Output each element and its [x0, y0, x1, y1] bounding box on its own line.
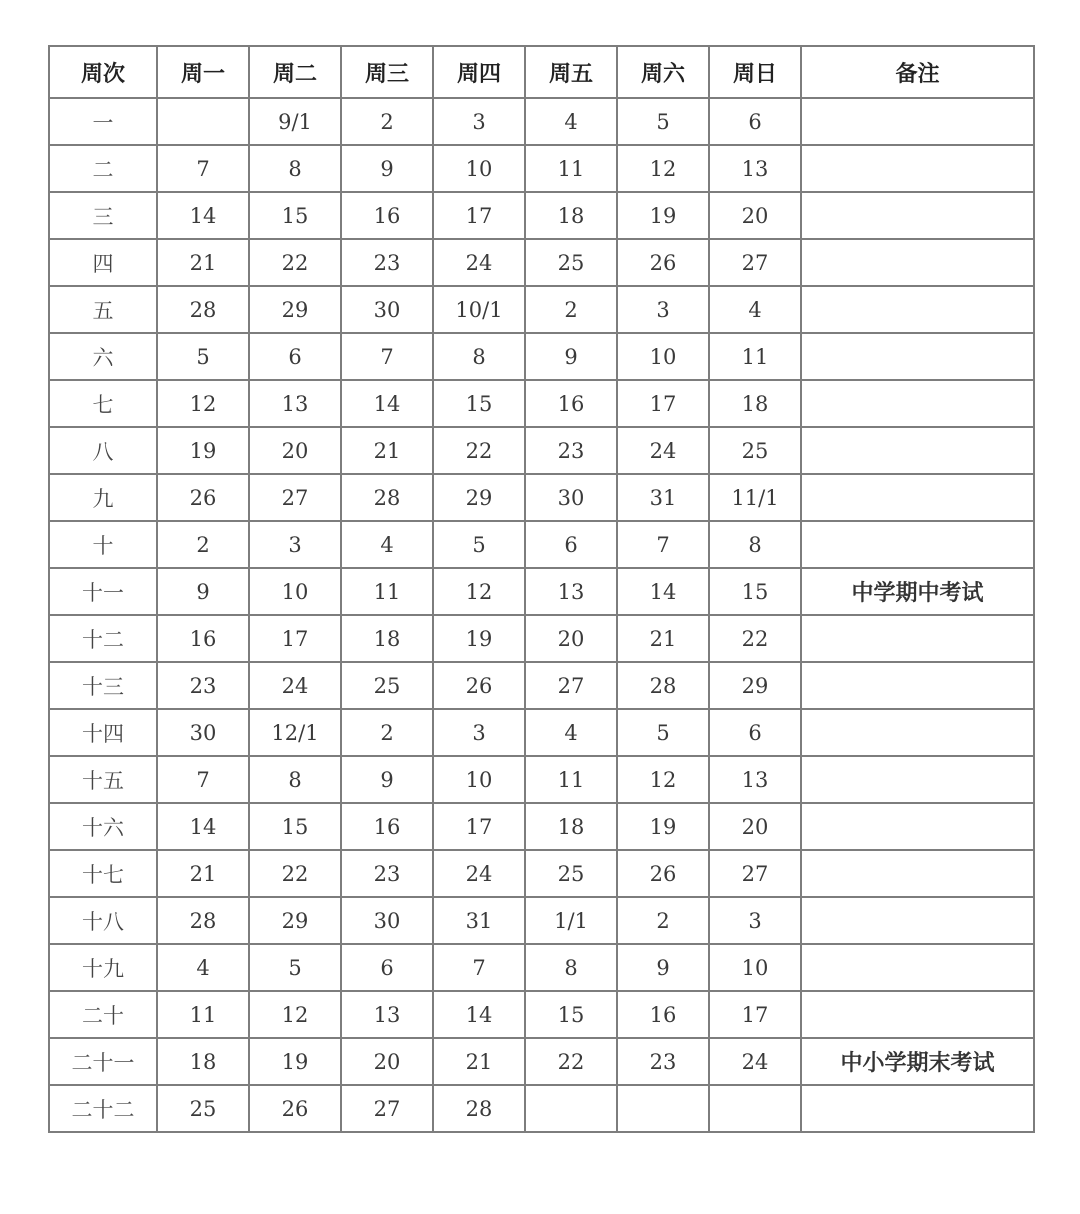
date-cell-friday: 22: [525, 1038, 617, 1085]
date-cell-saturday: 16: [617, 991, 709, 1038]
date-cell-saturday: 26: [617, 239, 709, 286]
week-number-cell: 二十: [49, 991, 157, 1038]
week-number-cell: 十九: [49, 944, 157, 991]
date-cell-friday: 18: [525, 803, 617, 850]
date-cell-monday: 21: [157, 239, 249, 286]
date-cell-tuesday: 22: [249, 850, 341, 897]
date-cell-saturday: 5: [617, 709, 709, 756]
week-number-cell: 十五: [49, 756, 157, 803]
date-cell-tuesday: 22: [249, 239, 341, 286]
table-row: [49, 1085, 1034, 1132]
date-cell-monday: 23: [157, 662, 249, 709]
date-cell-friday: 27: [525, 662, 617, 709]
date-cell-wednesday: 23: [341, 239, 433, 286]
date-cell-saturday: 26: [617, 850, 709, 897]
date-cell-thursday: 26: [433, 662, 525, 709]
date-cell-wednesday: 20: [341, 1038, 433, 1085]
date-cell-friday: 4: [525, 98, 617, 145]
table-row: [49, 568, 1034, 615]
date-cell-friday: 4: [525, 709, 617, 756]
date-cell-tuesday: 12: [249, 991, 341, 1038]
date-cell-friday: 23: [525, 427, 617, 474]
date-cell-thursday: 24: [433, 239, 525, 286]
date-cell-monday: 11: [157, 991, 249, 1038]
date-cell-sunday: 27: [709, 850, 801, 897]
calendar-body: [49, 98, 1034, 1132]
date-cell-thursday: 14: [433, 991, 525, 1038]
date-cell-tuesday: 20: [249, 427, 341, 474]
date-cell-monday: 18: [157, 1038, 249, 1085]
week-number-cell: 二: [49, 145, 157, 192]
date-cell-monday: 5: [157, 333, 249, 380]
date-cell-sunday: 17: [709, 991, 801, 1038]
date-cell-monday: 9: [157, 568, 249, 615]
date-cell-thursday: 5: [433, 521, 525, 568]
date-cell-thursday: 21: [433, 1038, 525, 1085]
date-cell-friday: 11: [525, 145, 617, 192]
table-row: [49, 239, 1034, 286]
date-cell-wednesday: 30: [341, 897, 433, 944]
week-number-cell: 七: [49, 380, 157, 427]
table-row: [49, 662, 1034, 709]
date-cell-tuesday: 12/1: [249, 709, 341, 756]
note-cell: [801, 145, 1034, 192]
table-row: [49, 756, 1034, 803]
date-cell-sunday: [709, 1085, 801, 1132]
date-cell-wednesday: 23: [341, 850, 433, 897]
table-row: [49, 380, 1034, 427]
week-number-cell: 十: [49, 521, 157, 568]
date-cell-wednesday: 9: [341, 145, 433, 192]
date-cell-monday: 7: [157, 756, 249, 803]
date-cell-tuesday: 6: [249, 333, 341, 380]
date-cell-tuesday: 3: [249, 521, 341, 568]
date-cell-saturday: 24: [617, 427, 709, 474]
week-number-cell: 九: [49, 474, 157, 521]
date-cell-monday: 4: [157, 944, 249, 991]
date-cell-monday: 2: [157, 521, 249, 568]
table-row: [49, 897, 1034, 944]
date-cell-wednesday: 9: [341, 756, 433, 803]
date-cell-saturday: 2: [617, 897, 709, 944]
table-row: [49, 521, 1034, 568]
date-cell-saturday: 19: [617, 192, 709, 239]
date-cell-saturday: 31: [617, 474, 709, 521]
week-number-cell: 二十二: [49, 1085, 157, 1132]
date-cell-wednesday: 11: [341, 568, 433, 615]
date-cell-sunday: 6: [709, 709, 801, 756]
note-cell: [801, 286, 1034, 333]
date-cell-sunday: 25: [709, 427, 801, 474]
table-row: [49, 1038, 1034, 1085]
date-cell-saturday: 17: [617, 380, 709, 427]
date-cell-thursday: 7: [433, 944, 525, 991]
school-calendar-sheet: [48, 45, 1035, 1133]
date-cell-sunday: 20: [709, 803, 801, 850]
date-cell-friday: 15: [525, 991, 617, 1038]
header-wednesday: 周三: [341, 46, 433, 98]
header-tuesday: 周二: [249, 46, 341, 98]
header-sunday: 周日: [709, 46, 801, 98]
date-cell-wednesday: 13: [341, 991, 433, 1038]
date-cell-sunday: 20: [709, 192, 801, 239]
header-note: 备注: [801, 46, 1034, 98]
date-cell-thursday: 3: [433, 98, 525, 145]
date-cell-friday: 1/1: [525, 897, 617, 944]
date-cell-thursday: 10: [433, 756, 525, 803]
date-cell-tuesday: 8: [249, 756, 341, 803]
table-row: [49, 427, 1034, 474]
date-cell-wednesday: 16: [341, 803, 433, 850]
date-cell-friday: 30: [525, 474, 617, 521]
date-cell-tuesday: 27: [249, 474, 341, 521]
date-cell-thursday: 15: [433, 380, 525, 427]
note-cell: 中小学期末考试: [801, 1038, 1034, 1085]
week-number-cell: 十八: [49, 897, 157, 944]
date-cell-friday: 9: [525, 333, 617, 380]
note-cell: [801, 897, 1034, 944]
table-row: [49, 98, 1034, 145]
date-cell-wednesday: 21: [341, 427, 433, 474]
date-cell-thursday: 10/1: [433, 286, 525, 333]
date-cell-saturday: 28: [617, 662, 709, 709]
date-cell-wednesday: 14: [341, 380, 433, 427]
table-row: [49, 850, 1034, 897]
header-week: 周次: [49, 46, 157, 98]
header-row: [49, 46, 1034, 98]
date-cell-sunday: 8: [709, 521, 801, 568]
note-cell: [801, 427, 1034, 474]
week-number-cell: 十七: [49, 850, 157, 897]
date-cell-saturday: 12: [617, 145, 709, 192]
date-cell-sunday: 18: [709, 380, 801, 427]
date-cell-wednesday: 7: [341, 333, 433, 380]
date-cell-sunday: 10: [709, 944, 801, 991]
date-cell-tuesday: 19: [249, 1038, 341, 1085]
date-cell-sunday: 11/1: [709, 474, 801, 521]
date-cell-tuesday: 29: [249, 286, 341, 333]
date-cell-friday: 2: [525, 286, 617, 333]
date-cell-wednesday: 27: [341, 1085, 433, 1132]
date-cell-monday: 21: [157, 850, 249, 897]
date-cell-wednesday: 16: [341, 192, 433, 239]
date-cell-saturday: 3: [617, 286, 709, 333]
week-number-cell: 十四: [49, 709, 157, 756]
date-cell-wednesday: 6: [341, 944, 433, 991]
table-row: [49, 615, 1034, 662]
table-row: [49, 803, 1034, 850]
date-cell-tuesday: 5: [249, 944, 341, 991]
date-cell-thursday: 31: [433, 897, 525, 944]
date-cell-wednesday: 2: [341, 98, 433, 145]
note-cell: [801, 1085, 1034, 1132]
week-number-cell: 十六: [49, 803, 157, 850]
note-cell: 中学期中考试: [801, 568, 1034, 615]
note-cell: [801, 615, 1034, 662]
week-number-cell: 十三: [49, 662, 157, 709]
date-cell-thursday: 29: [433, 474, 525, 521]
date-cell-friday: 8: [525, 944, 617, 991]
week-number-cell: 十二: [49, 615, 157, 662]
date-cell-thursday: 24: [433, 850, 525, 897]
note-cell: [801, 803, 1034, 850]
date-cell-sunday: 22: [709, 615, 801, 662]
date-cell-wednesday: 4: [341, 521, 433, 568]
date-cell-friday: 20: [525, 615, 617, 662]
date-cell-wednesday: 25: [341, 662, 433, 709]
date-cell-saturday: 14: [617, 568, 709, 615]
week-number-cell: 六: [49, 333, 157, 380]
date-cell-monday: 25: [157, 1085, 249, 1132]
week-number-cell: 八: [49, 427, 157, 474]
note-cell: [801, 192, 1034, 239]
note-cell: [801, 709, 1034, 756]
date-cell-tuesday: 17: [249, 615, 341, 662]
note-cell: [801, 991, 1034, 1038]
date-cell-saturday: 19: [617, 803, 709, 850]
note-cell: [801, 333, 1034, 380]
date-cell-sunday: 29: [709, 662, 801, 709]
header-thursday: 周四: [433, 46, 525, 98]
date-cell-sunday: 13: [709, 145, 801, 192]
date-cell-monday: 16: [157, 615, 249, 662]
note-cell: [801, 944, 1034, 991]
date-cell-thursday: 12: [433, 568, 525, 615]
date-cell-thursday: 22: [433, 427, 525, 474]
table-row: [49, 709, 1034, 756]
date-cell-wednesday: 30: [341, 286, 433, 333]
note-cell: [801, 380, 1034, 427]
date-cell-wednesday: 2: [341, 709, 433, 756]
table-row: [49, 944, 1034, 991]
date-cell-sunday: 24: [709, 1038, 801, 1085]
date-cell-monday: 7: [157, 145, 249, 192]
date-cell-saturday: 21: [617, 615, 709, 662]
note-cell: [801, 662, 1034, 709]
note-cell: [801, 756, 1034, 803]
date-cell-thursday: 8: [433, 333, 525, 380]
date-cell-saturday: 10: [617, 333, 709, 380]
date-cell-thursday: 17: [433, 192, 525, 239]
table-row: [49, 333, 1034, 380]
note-cell: [801, 850, 1034, 897]
note-cell: [801, 98, 1034, 145]
date-cell-saturday: 23: [617, 1038, 709, 1085]
date-cell-sunday: 4: [709, 286, 801, 333]
week-number-cell: 二十一: [49, 1038, 157, 1085]
date-cell-thursday: 17: [433, 803, 525, 850]
date-cell-monday: 28: [157, 897, 249, 944]
date-cell-sunday: 15: [709, 568, 801, 615]
date-cell-friday: [525, 1085, 617, 1132]
date-cell-saturday: 12: [617, 756, 709, 803]
week-number-cell: 十一: [49, 568, 157, 615]
school-calendar-table: [48, 45, 1035, 1133]
date-cell-saturday: [617, 1085, 709, 1132]
date-cell-saturday: 9: [617, 944, 709, 991]
date-cell-thursday: 28: [433, 1085, 525, 1132]
header-monday: 周一: [157, 46, 249, 98]
date-cell-tuesday: 10: [249, 568, 341, 615]
date-cell-monday: 14: [157, 803, 249, 850]
note-cell: [801, 521, 1034, 568]
week-number-cell: 三: [49, 192, 157, 239]
note-cell: [801, 239, 1034, 286]
date-cell-friday: 25: [525, 850, 617, 897]
date-cell-tuesday: 24: [249, 662, 341, 709]
table-row: [49, 474, 1034, 521]
week-number-cell: 一: [49, 98, 157, 145]
date-cell-tuesday: 26: [249, 1085, 341, 1132]
date-cell-tuesday: 15: [249, 192, 341, 239]
date-cell-wednesday: 18: [341, 615, 433, 662]
date-cell-friday: 16: [525, 380, 617, 427]
date-cell-thursday: 19: [433, 615, 525, 662]
date-cell-sunday: 13: [709, 756, 801, 803]
table-row: [49, 145, 1034, 192]
date-cell-sunday: 6: [709, 98, 801, 145]
date-cell-monday: 12: [157, 380, 249, 427]
date-cell-saturday: 5: [617, 98, 709, 145]
date-cell-friday: 18: [525, 192, 617, 239]
table-row: [49, 991, 1034, 1038]
date-cell-friday: 25: [525, 239, 617, 286]
date-cell-monday: 26: [157, 474, 249, 521]
date-cell-friday: 13: [525, 568, 617, 615]
date-cell-tuesday: 13: [249, 380, 341, 427]
date-cell-monday: 14: [157, 192, 249, 239]
table-row: [49, 286, 1034, 333]
note-cell: [801, 474, 1034, 521]
date-cell-tuesday: 15: [249, 803, 341, 850]
date-cell-monday: 30: [157, 709, 249, 756]
date-cell-thursday: 3: [433, 709, 525, 756]
week-number-cell: 四: [49, 239, 157, 286]
date-cell-sunday: 27: [709, 239, 801, 286]
header-saturday: 周六: [617, 46, 709, 98]
date-cell-tuesday: 9/1: [249, 98, 341, 145]
date-cell-monday: 19: [157, 427, 249, 474]
date-cell-sunday: 3: [709, 897, 801, 944]
week-number-cell: 五: [49, 286, 157, 333]
date-cell-monday: 28: [157, 286, 249, 333]
date-cell-friday: 6: [525, 521, 617, 568]
date-cell-sunday: 11: [709, 333, 801, 380]
date-cell-wednesday: 28: [341, 474, 433, 521]
date-cell-friday: 11: [525, 756, 617, 803]
table-row: [49, 192, 1034, 239]
date-cell-tuesday: 29: [249, 897, 341, 944]
date-cell-thursday: 10: [433, 145, 525, 192]
date-cell-saturday: 7: [617, 521, 709, 568]
date-cell-monday: [157, 98, 249, 145]
date-cell-tuesday: 8: [249, 145, 341, 192]
header-friday: 周五: [525, 46, 617, 98]
